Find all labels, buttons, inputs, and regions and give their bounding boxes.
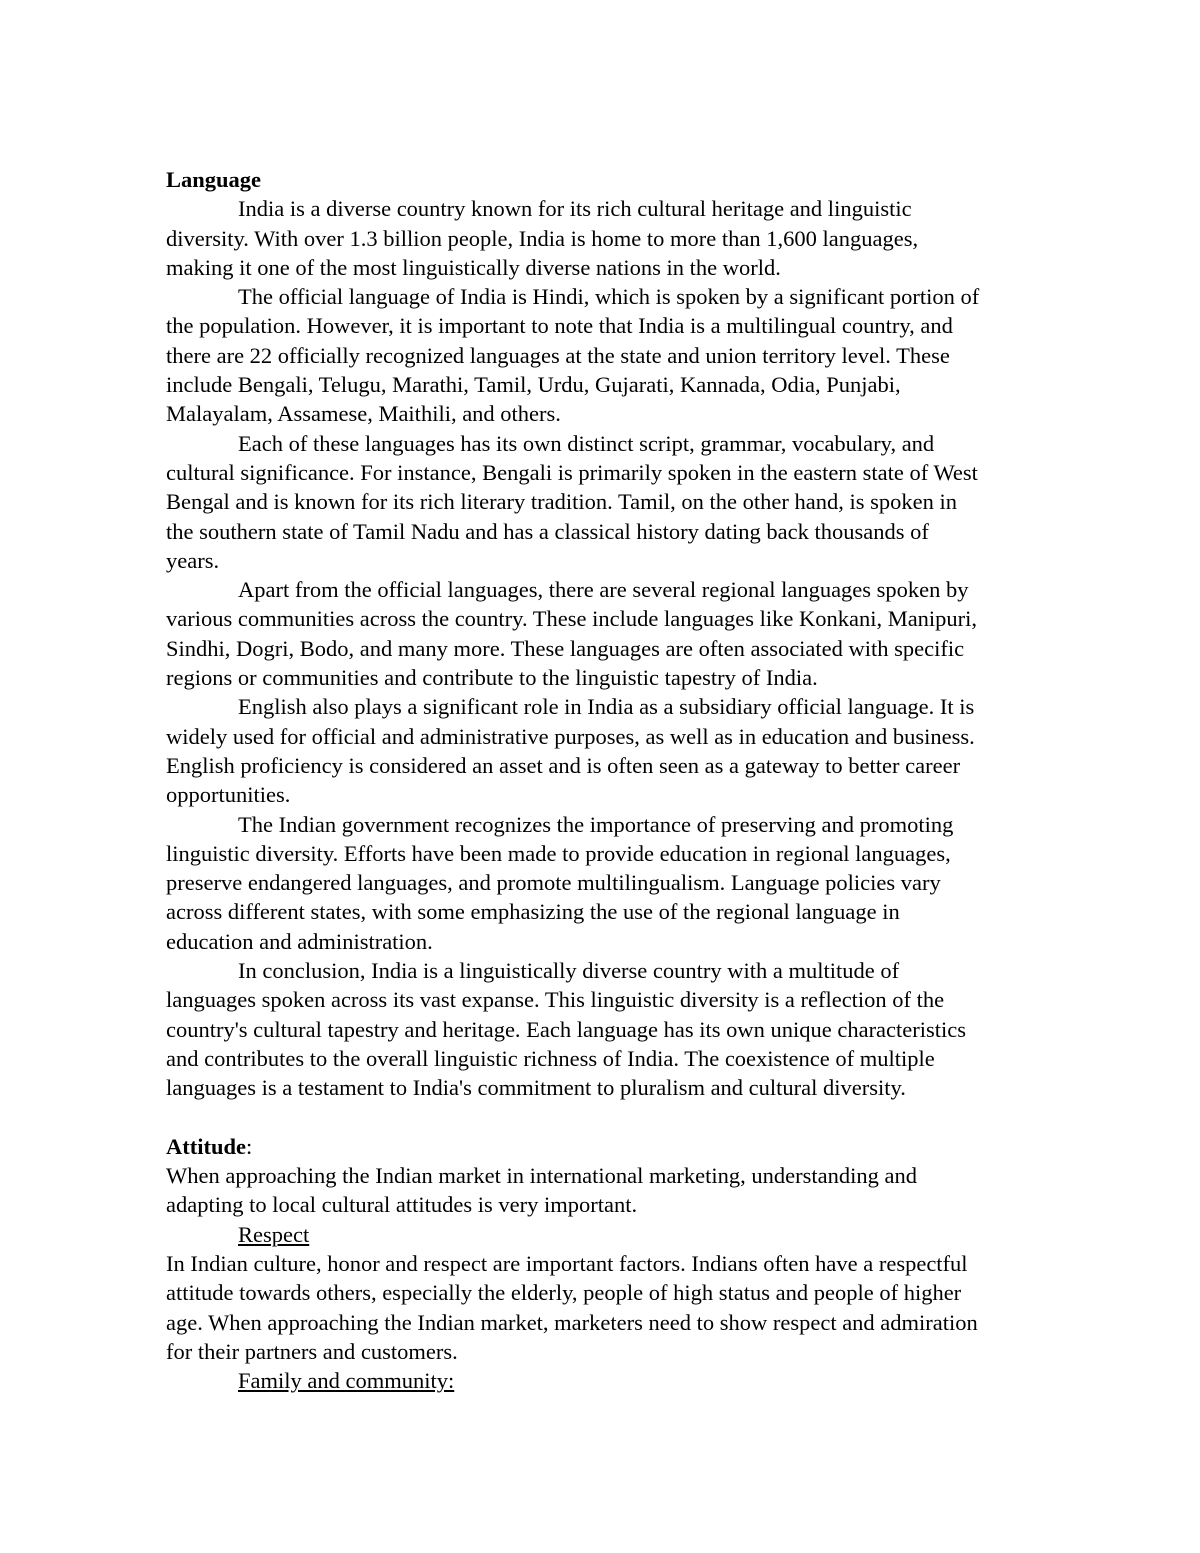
text-line: Malayalam, Assamese, Maithili, and others. — [166, 401, 561, 427]
text-line: regions or communities and contribute to the linguistic tapestry of India. — [166, 665, 818, 691]
text-line: country's cultural tapestry and heritage. Each language has its own unique characteristics — [166, 1016, 967, 1042]
respect-subheading: Respect — [238, 1221, 310, 1247]
document-body — [166, 165, 1096, 1395]
text-line: languages is a testament to India's commitment to pluralism and cultural diversity. — [166, 1075, 906, 1101]
text-line: When approaching the Indian market in international marketing, understanding and — [166, 1163, 918, 1189]
text-line: Each of these languages has its own distinct script, grammar, vocabulary, and — [238, 430, 935, 456]
text-line: In conclusion, India is a linguistically diverse country with a multitude of — [238, 958, 900, 984]
text-line: linguistic diversity. Efforts have been made to provide education in regional languages, — [166, 840, 951, 866]
text-line: attitude towards others, especially the elderly, people of high status and people of higher — [166, 1280, 962, 1306]
text-line: the population. However, it is important to note that India is a multilingual country, and — [166, 313, 953, 339]
text-line: there are 22 officially recognized languages at the state and union territory level. These — [166, 342, 950, 368]
text-line: age. When approaching the Indian market, marketers need to show respect and admiration — [166, 1309, 978, 1335]
text-line: Bengal and is known for its rich literary tradition. Tamil, on the other hand, is spoken in — [166, 489, 957, 515]
family-subheading-line — [166, 1366, 1096, 1395]
text-line: The Indian government recognizes the importance of preserving and promoting — [238, 811, 954, 837]
text-line: include Bengali, Telugu, Marathi, Tamil, Urdu, Gujarati, Kannada, Odia, Punjabi, — [166, 372, 901, 398]
attitude-heading-line — [166, 1132, 1096, 1161]
text-line: making it one of the most linguistically diverse nations in the world. — [166, 254, 781, 280]
text-line: years. — [166, 547, 220, 573]
blank-line — [166, 1103, 1096, 1132]
text-line: The official language of India is Hindi, which is spoken by a significant portion of — [238, 284, 980, 310]
text-line: cultural significance. For instance, Bengali is primarily spoken in the eastern state of West — [166, 459, 978, 485]
text-line: education and administration. — [166, 928, 433, 954]
text-line: English also plays a significant role in India as a subsidiary official language. It is — [238, 694, 975, 720]
respect-subheading-line — [166, 1220, 1096, 1249]
text-line: In Indian culture, honor and respect are important factors. Indians often have a respectful — [166, 1250, 968, 1276]
text-line: India is a diverse country known for its rich cultural heritage and linguistic — [238, 196, 912, 222]
text-line: languages spoken across its vast expanse. This linguistic diversity is a reflection of the — [166, 987, 945, 1013]
text-line: adapting to local cultural attitudes is very important. — [166, 1192, 638, 1218]
text-line: widely used for official and administrative purposes, as well as in education and business. — [166, 723, 975, 749]
attitude-heading-colon: : — [246, 1133, 253, 1159]
text-line: preserve endangered languages, and promote multilingualism. Language policies vary — [166, 870, 941, 896]
text-line: the southern state of Tamil Nadu and has a classical history dating back thousands of — [166, 518, 929, 544]
text-line: for their partners and customers. — [166, 1338, 458, 1364]
text-line: various communities across the country. These include languages like Konkani, Manipuri, — [166, 606, 978, 632]
text-line: opportunities. — [166, 782, 291, 808]
text-line: across different states, with some emphasizing the use of the regional language in — [166, 899, 900, 925]
text-line: English proficiency is considered an asset and is often seen as a gateway to better career — [166, 752, 961, 778]
text-line: and contributes to the overall linguistic richness of India. The coexistence of multiple — [166, 1045, 935, 1071]
text-line: Sindhi, Dogri, Bodo, and many more. These languages are often associated with specific — [166, 635, 965, 661]
text-line: diversity. With over 1.3 billion people, India is home to more than 1,600 languages, — [166, 225, 919, 251]
attitude-heading: Attitude — [166, 1133, 246, 1159]
language-heading: Language — [166, 167, 262, 192]
text-line: Apart from the official languages, there are several regional languages spoken by — [238, 577, 969, 603]
family-subheading: Family and community: — [238, 1368, 455, 1394]
